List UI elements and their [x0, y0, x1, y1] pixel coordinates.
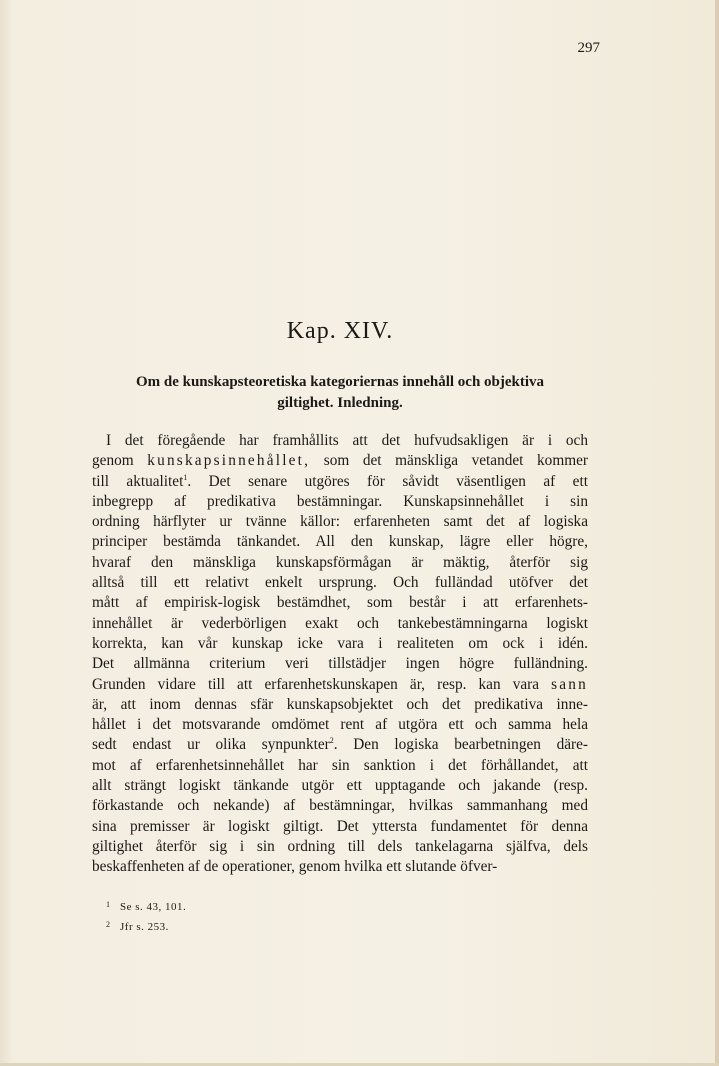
text-segment: . Den logiska bearbetningen däre- [333, 736, 588, 754]
text-line: Det allmänna criterium veri tillstädjer ingen högre fulländning. [92, 655, 588, 673]
text-line: hållet i det motsvarande omdömet rent af utgöra ett och samma hela [92, 716, 588, 734]
text-line: giltighet återför sig i sin ordning till dels tankelagarna själfva, dels [92, 837, 588, 855]
chapter-heading: Kap. XIV. [286, 318, 394, 344]
text-line [92, 675, 588, 695]
footnote-mark: 2 [106, 920, 111, 929]
text-line [92, 735, 588, 755]
text-segment: genom [92, 452, 134, 470]
text-line: korrekta, kan vår kunskap icke vara i realiteten om ock i idén. [92, 634, 588, 652]
text-segment: till aktualitet [92, 472, 184, 490]
text-segment: sedt endast ur olika synpunkter [92, 736, 330, 754]
text-line: mått af empirisk-logisk bestämdhet, som består i att erfarenhets- [92, 594, 588, 612]
page-edge [715, 0, 719, 1066]
text-line: I det föregående har framhållits att det hufvudsakligen är i och [106, 432, 588, 449]
text-line: är, att inom dennas sfär kunskapsobjektet och det predikativa inne- [92, 695, 588, 713]
text-line: alltså till ett relativt enkelt ursprung. Och fulländad utöfver det [92, 574, 588, 592]
text-line: principer bestämda tänkandet. All den kunskap, lägre eller högre, [92, 533, 588, 551]
footnote-mark: 1 [106, 900, 111, 909]
footnote-text: Jfr s. 253. [120, 921, 169, 933]
text-line [92, 451, 588, 471]
text-line: beskaffenheten af de operationer, genom hvilka ett slutande öfver- [92, 858, 498, 876]
body-paragraph [92, 431, 588, 878]
footnotes [106, 896, 406, 936]
footnote-2 [106, 916, 406, 936]
text-segment: Grunden vidare till att erfarenhetskunskapen är, resp. kan vara [92, 675, 540, 693]
emphasized-term: kunskapsinnehållet, [147, 452, 311, 470]
text-line: innehållet är vederbörligen exakt och tankebestämningarna logiskt [92, 614, 588, 632]
subtitle-line-2: giltighet. Inledning. [277, 395, 403, 411]
text-line: inbegrepp af predikativa bestämningar. Kunskapsinnehållet i sin [92, 492, 588, 510]
footnote-1 [106, 896, 406, 916]
text-line: mot af erfarenhetsinnehållet har sin sanktion i det förhållandet, att [92, 756, 588, 774]
text-line: ordning härflyter ur tvänne källor: erfarenheten samt det af logiska [92, 513, 588, 531]
text-line: sina premisser är logiskt giltigt. Det yttersta fundamentet för denna [92, 817, 588, 835]
text-line: hvaraf den mänskliga kunskapsförmågan är mäktig, återför sig [92, 553, 588, 571]
text-segment: . Det senare utgöres för såvidt väsentligen af ett [187, 472, 588, 490]
text-line: allt strängt logiskt tänkande utgör ett upptagande och jakande (resp. [92, 777, 588, 795]
text-line: förkastande och nekande) af bestämningar, hvilkas sammanhang med [92, 797, 588, 815]
footnote-ref-1[interactable]: 1 [183, 472, 188, 482]
subtitle-line-1: Om de kunskapsteoretiska kategoriernas innehåll och objektiva [135, 374, 545, 390]
footnote-ref-2[interactable]: 2 [329, 736, 334, 746]
chapter-subtitle [92, 372, 588, 414]
text-segment: som det mänskliga vetandet kommer [323, 452, 589, 470]
text-line [92, 472, 588, 492]
emphasized-term: sann [551, 675, 588, 693]
page-number: 297 [577, 40, 600, 56]
footnote-text: Se s. 43, 101. [120, 901, 187, 913]
